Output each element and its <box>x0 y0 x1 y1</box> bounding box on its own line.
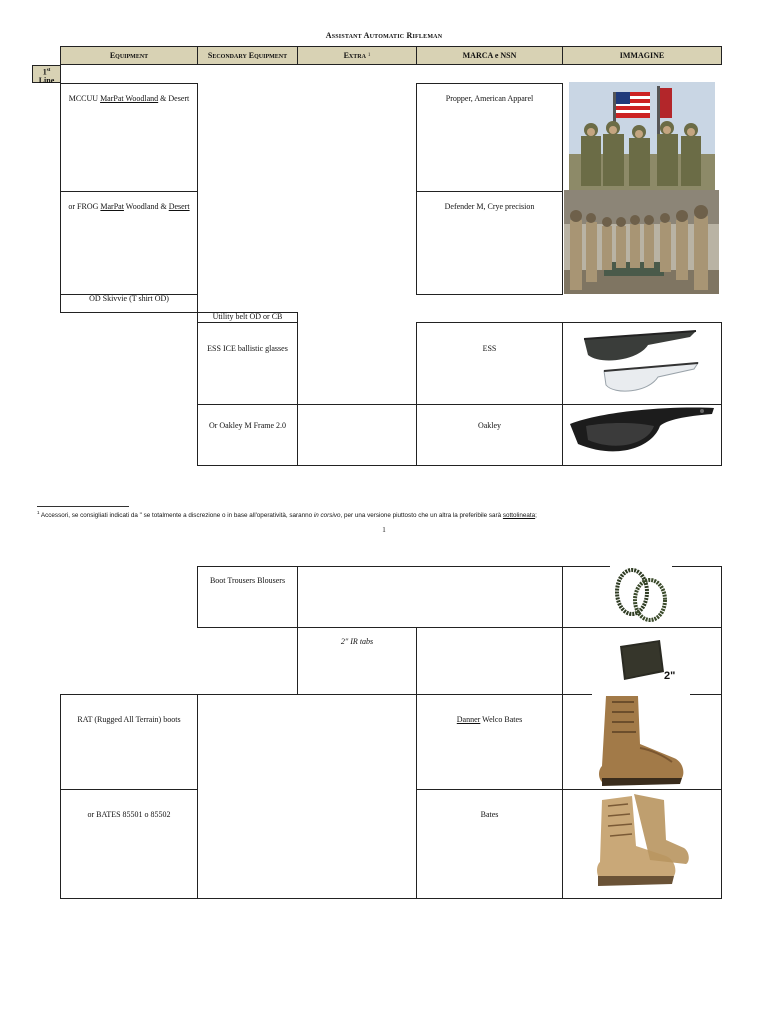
ess-brand: ESS <box>482 344 497 353</box>
header-immagine-label: IMMAGINE <box>619 51 665 60</box>
oakley-label: Or Oakley M Frame 2.0 <box>208 421 287 430</box>
rat-boots-equipment-cell <box>60 694 198 790</box>
document-title: Assistant Automatic Rifleman <box>325 31 443 40</box>
header-immagine <box>562 46 722 65</box>
bates-boots-photo <box>592 790 692 890</box>
mccuu-photo <box>569 82 715 190</box>
ir-tabs-label: 2'' IR tabs <box>340 637 374 646</box>
boots-secondary-cell <box>197 694 417 899</box>
line-label-suffix: st <box>46 68 51 73</box>
footnote-marker: 1 <box>37 510 40 515</box>
oakley-brand: Oakley <box>477 421 502 430</box>
mccuu-label: MCCUU MarPat Woodland & Desert <box>68 94 190 103</box>
header-secondary-label: Secondary Equipment <box>207 51 288 60</box>
bates-brand: Bates <box>480 810 499 819</box>
ir-tabs-photo <box>612 636 682 688</box>
frog-label: or FROG MarPat Woodland & Desert <box>68 202 190 211</box>
ir-tabs-extra-cell <box>297 627 417 695</box>
ir-tabs-brand-cell <box>416 627 563 695</box>
blousers-photo <box>610 564 672 626</box>
rat-boots-brand-cell <box>416 694 563 790</box>
footnote <box>37 510 737 519</box>
header-equipment <box>60 46 198 65</box>
ir-tabs-photo-label: 2" <box>664 670 676 682</box>
oakley-brand-cell <box>416 404 563 466</box>
oakley-extra-cell <box>297 404 417 466</box>
header-marca-label: MARCA e NSN <box>462 51 517 60</box>
oakley-glasses-photo <box>566 404 718 464</box>
blousers-extra-cell <box>297 566 563 628</box>
footnote-text-c: ; <box>535 512 537 520</box>
header-secondary-equipment <box>197 46 298 65</box>
utility-belt-label: Utility belt OD or CB <box>212 312 283 321</box>
line-label-word: Line <box>38 75 55 85</box>
header-marca-nsn <box>416 46 563 65</box>
frog-brand-cell <box>416 191 563 295</box>
mccuu-brand: Propper, American Apparel <box>445 94 534 103</box>
header-extra <box>297 46 417 65</box>
frog-brand: Defender M, Crye precision <box>444 202 535 211</box>
bates-brand-cell <box>416 789 563 899</box>
page-number: 1 <box>382 526 386 534</box>
footnote-underlined: sottolineata <box>502 512 536 520</box>
skivvie-cell <box>60 294 198 313</box>
footnote-text-a: Accessori, se consigliati indicati da " se totalmente a discrezione o in base all'operatività, saranno <box>39 512 314 520</box>
ess-secondary-cell <box>197 322 298 405</box>
line-label-number: 1 <box>42 67 47 77</box>
header-extra-label: Extra <box>343 51 366 60</box>
blousers-secondary-cell <box>197 566 298 628</box>
bates-label: or BATES 85501 o 85502 <box>87 810 171 819</box>
footnote-text-b: , per una versione piuttosto che un altra la preferibile sarà <box>340 512 503 520</box>
ess-label: ESS ICE ballistic glasses <box>207 344 288 353</box>
line-label <box>32 65 61 83</box>
footnote-rule <box>37 506 129 507</box>
skivvie-label: OD Skivvie (T shirt OD) <box>89 294 169 303</box>
header-extra-footnote-mark: 1 <box>367 53 371 58</box>
mccuu-brand-cell <box>416 83 563 192</box>
ess-glasses-photo <box>578 325 708 397</box>
frog-equipment-cell <box>60 191 198 295</box>
header-equipment-label: Equipment <box>109 51 149 60</box>
ess-brand-cell <box>416 322 563 405</box>
rat-boots-brand: Danner Welco Bates <box>456 715 523 724</box>
oakley-secondary-cell <box>197 404 298 466</box>
blousers-label: Boot Trousers Blousers <box>209 576 286 585</box>
rat-boots-label: RAT (Rugged All Terrain) boots <box>77 715 181 724</box>
footnote-italic: in corsivo <box>313 512 341 520</box>
rat-boots-photo <box>592 692 690 788</box>
frog-photo <box>564 190 719 294</box>
mccuu-equipment-cell <box>60 83 198 192</box>
bates-equipment-cell <box>60 789 198 899</box>
